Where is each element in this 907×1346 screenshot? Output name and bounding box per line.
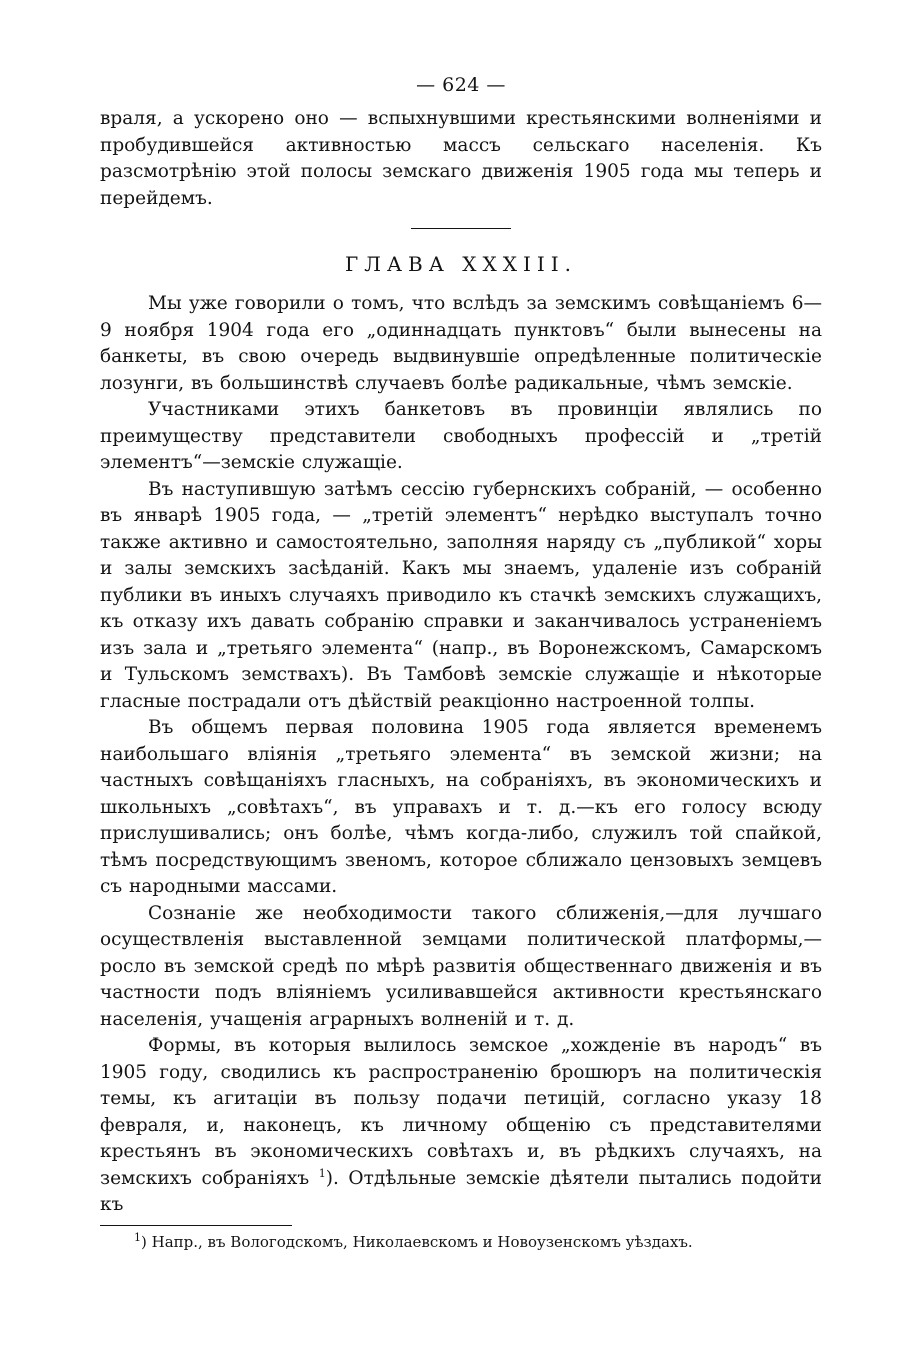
footnote-rule xyxy=(100,1225,292,1226)
paragraph-5: Сознаніе же необходимости такого сближенія,—для лучшаго осуществленія выставленной земцами политической платформы,—росло въ земской средѣ по мѣрѣ развитія общественнаго движенія и въ частности подъ вліяніемъ усиливавшейся активности крестьянскаго населенія, учащенія аграрныхъ волненій и т. д. xyxy=(100,902,822,1030)
paragraph-3: Въ наступившую затѣмъ сессію губернскихъ собраній, — особенно въ январѣ 1905 года, — „третій элементъ“ нерѣдко выступалъ точно также активно и самостоятельно, заполняя наряду съ „публикой“ хоры и залы земскихъ засѣданій. Какъ мы знаемъ, удаленіе изъ собраній публики въ иныхъ случаяхъ приводило къ стачкѣ земскихъ служащихъ, къ отказу ихъ давать собранію справки и заканчивалось устраненіемъ изъ зала и „третьяго элемента“ (напр., въ Воронежскомъ, Самарскомъ и Тульскомъ земствахъ). Въ Тамбовѣ земскіе служащіе и нѣкоторые гласные пострадали отъ дѣйствій реакціонно настроенной толпы. xyxy=(100,478,822,712)
book-page xyxy=(100,70,822,1320)
paragraph-6 xyxy=(100,1033,822,1219)
chapter-heading: ГЛАВА XXXIII. xyxy=(344,252,578,276)
footnote xyxy=(100,1232,822,1252)
footnote-reference: 1 xyxy=(318,1166,326,1180)
paragraph-6-text: Формы, въ которыя вылилось земское „хожденіе въ народъ“ въ 1905 году, сводились къ распространенію брошюръ на политическія темы, къ агитаціи въ пользу подачи петицій, согласно указу 18 февраля, и, наконецъ, къ личному общенію съ представителями крестьянъ въ экономическихъ совѣтахъ и, въ рѣдкихъ случаяхъ, на земскихъ собраніяхъ xyxy=(100,1035,822,1189)
section-divider xyxy=(411,228,511,229)
paragraph-6-continuation: ). Отдѣльные земскіе дѣятели пытались подойти къ xyxy=(100,1167,823,1215)
footnote-text: ) Напр., въ Вологодскомъ, Николаевскомъ и Новоузенскомъ уѣздахъ. xyxy=(141,1232,693,1251)
page-number: — 624 — xyxy=(416,74,506,96)
footnote-mark: 1 xyxy=(134,1230,141,1244)
paragraph-2: Участниками этихъ банкетовъ въ провинціи являлись по преимуществу представители свободныхъ профессій и „третій элементъ“—земскіе служащіе. xyxy=(100,399,822,473)
paragraph-1: Мы уже говорили о томъ, что вслѣдъ за земскимъ совѣщаніемъ 6—9 ноября 1904 года его „одиннадцать пунктовъ“ были вынесены на банкеты, въ свою очередь выдвинувшіе опредѣленные политическіе лозунги, въ большинствѣ случаевъ болѣе радикальные, чѣмъ земскіе. xyxy=(100,293,822,394)
paragraph-4: Въ общемъ первая половина 1905 года является временемъ наибольшаго вліянія „третьяго элемента“ въ земской жизни; на частныхъ совѣщаніяхъ гласныхъ, на собраніяхъ, въ экономическихъ и школьныхъ „совѣтахъ“, въ управахъ и т. д.—къ его голосу всюду прислушивались; онъ болѣе, чѣмъ когда-либо, служилъ той спайкой, тѣмъ посредствующимъ звеномъ, которое сближало цензовыхъ земцевъ съ народными массами. xyxy=(100,717,822,897)
intro-paragraph: враля, а ускорено оно — вспыхнувшими крестьянскими волненіями и пробудившейся активностью массъ сельскаго населенія. Къ разсмотрѣнію этой полосы земскаго движенія 1905 года мы теперь и перейдемъ. xyxy=(100,108,822,209)
